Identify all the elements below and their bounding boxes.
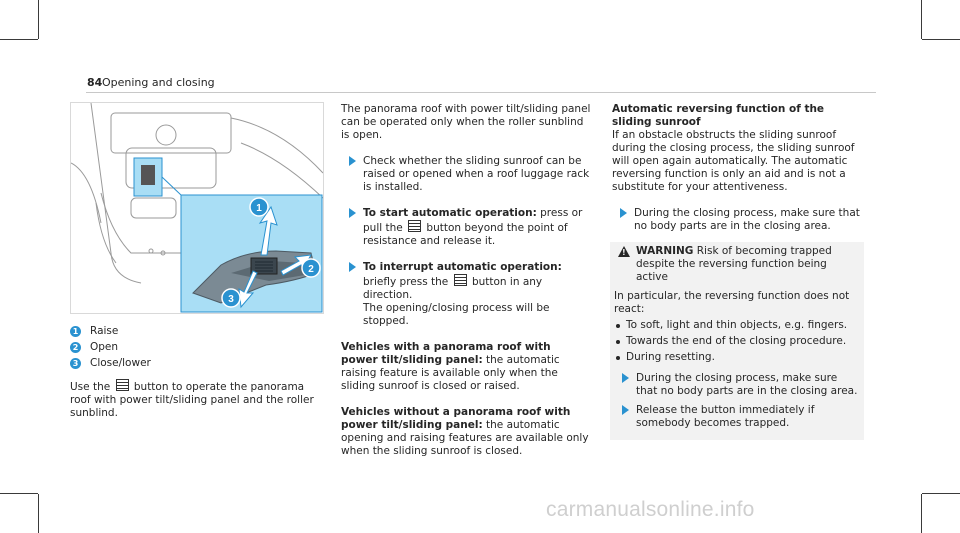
crop-mark [922, 39, 960, 40]
page-number: 84 [87, 76, 103, 89]
crop-mark [922, 493, 960, 494]
legend-number: 2 [70, 342, 81, 353]
legend-label: Raise [90, 324, 119, 337]
legend-label: Open [90, 340, 119, 353]
legend-number: 1 [70, 326, 81, 337]
step-result: The opening/closing process will be stopped. [363, 302, 550, 327]
step-arrow-icon [349, 262, 356, 272]
roof-button-icon [116, 379, 129, 391]
step-arrow-icon [622, 405, 629, 415]
step-arrow-icon [620, 208, 627, 218]
legend-number: 3 [70, 358, 81, 369]
roof-button-icon [454, 274, 467, 286]
section-heading: Automatic reversing function of the sliding sunroof [612, 103, 825, 128]
overhead-panel-drawing [71, 103, 323, 313]
legend-item [70, 355, 320, 371]
crop-mark [0, 39, 38, 40]
warning-label: WARNING [636, 245, 694, 257]
warning-bullet-list [614, 319, 858, 364]
instruction-step: Check whether the sliding sunroof can be raised or opened when a roof luggage rack is installed. [341, 155, 591, 194]
instruction-step: To interrupt automatic operation: briefly press the button in any direction. The opening/closing process will be stopped. [341, 261, 591, 328]
legend-column [70, 323, 320, 433]
instruction-step: During the closing process, make sure that no body parts are in the closing area. [614, 372, 858, 398]
callout-1-label: 1 [256, 203, 262, 214]
crop-mark [921, 0, 922, 39]
crop-mark [38, 494, 39, 533]
crop-mark [921, 494, 922, 533]
step-arrow-icon [622, 373, 629, 383]
callout-3-label: 3 [228, 294, 234, 305]
callout-2-label: 2 [308, 264, 314, 275]
with-panorama-paragraph: Vehicles with a panorama roof with power tilt/sliding panel: the automatic raising feature is available only when the sliding sunroof is closed or raised. [341, 341, 560, 392]
warning-content [614, 245, 858, 430]
right-column [612, 103, 864, 246]
legend-item [70, 323, 320, 339]
crop-mark [38, 0, 39, 39]
instruction-step: During the closing process, make sure that no body parts are in the closing area. [612, 207, 864, 233]
roof-button-icon [408, 220, 421, 232]
list-item: To soft, light and thin objects, e.g. fingers. [614, 319, 858, 332]
instruction-step: To start automatic operation: press or pull the button beyond the point of resistance and release it. [341, 207, 591, 248]
list-item: Towards the end of the closing procedure. [614, 335, 858, 348]
header-divider [86, 92, 876, 93]
intro-paragraph: The panorama roof with power tilt/sliding panel can be operated only when the roller sunblind is open. [341, 103, 591, 141]
crop-mark [0, 493, 38, 494]
section-title: Opening and closing [102, 76, 215, 89]
middle-column [341, 103, 591, 471]
instruction-step: Release the button immediately if somebody becomes trapped. [614, 404, 858, 430]
legend-label: Close/lower [90, 356, 151, 369]
legend-item [70, 339, 320, 355]
reversing-paragraph: If an obstacle obstructs the sliding sunroof during the closing process, the sliding sunroof will open again automatically. The automatic reversing function is only an aid and is not a substitute for your attentiveness. [612, 129, 855, 193]
warning-intro: In particular, the reversing function does not react: [614, 290, 850, 315]
watermark: carmanualsonline.info [546, 498, 755, 521]
without-panorama-paragraph: Vehicles without a panorama roof with power tilt/sliding panel: the automatic opening and raising features are available only when the sliding sunroof is closed. [341, 406, 589, 457]
step-arrow-icon [349, 156, 356, 166]
list-item: During resetting. [614, 351, 858, 364]
roof-control-illustration [70, 102, 324, 314]
usage-paragraph: Use the button to operate the panorama roof with power tilt/sliding panel and the roller sunblind. [70, 381, 314, 419]
warning-header [614, 245, 858, 284]
warning-text: Risk of becoming trapped despite the reversing function being active [636, 245, 832, 283]
step-arrow-icon [349, 208, 356, 218]
